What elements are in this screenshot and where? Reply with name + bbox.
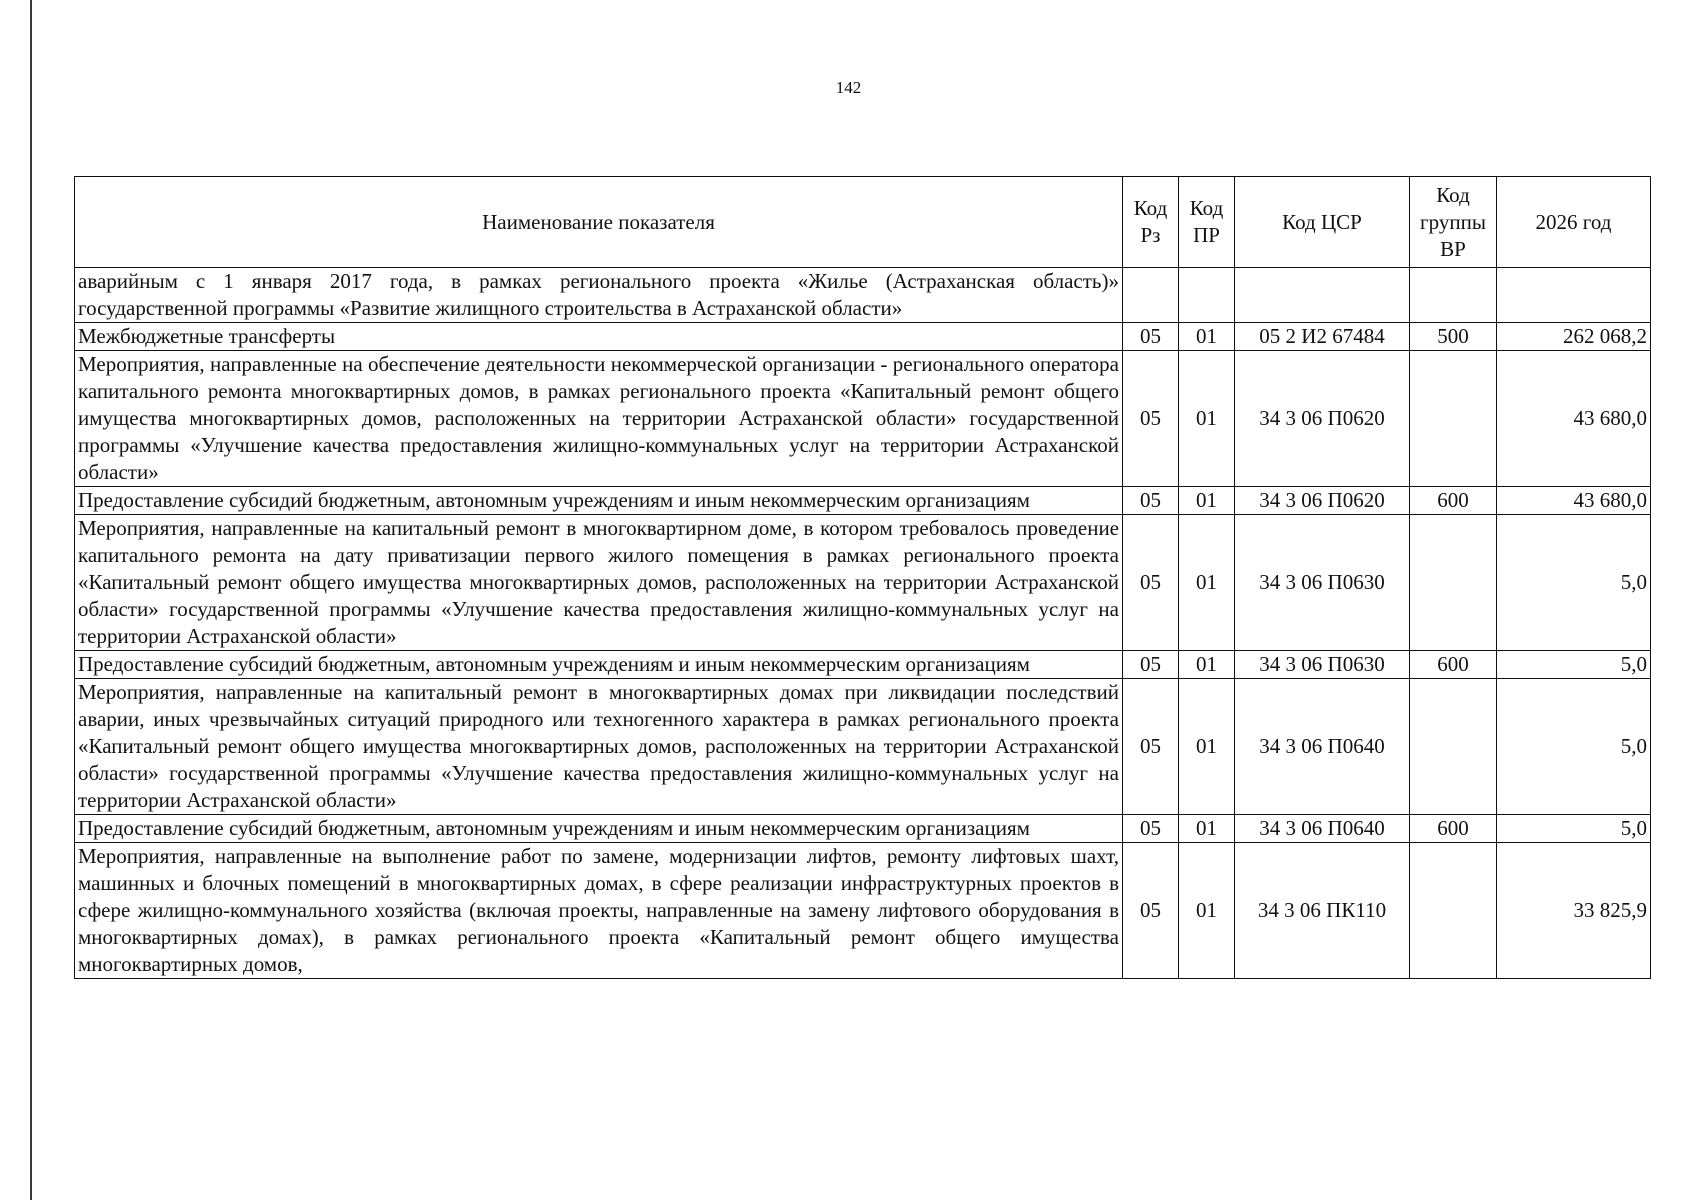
cell-code-vr — [1410, 515, 1497, 651]
cell-amount-2026: 33 825,9 — [1497, 843, 1651, 979]
table-row — [75, 323, 1651, 351]
cell-code-pr: 01 — [1179, 843, 1235, 979]
cell-amount-2026: 5,0 — [1497, 679, 1651, 815]
cell-amount-2026: 5,0 — [1497, 815, 1651, 843]
cell-amount-2026: 5,0 — [1497, 651, 1651, 679]
cell-code-csr: 34 3 06 П0620 — [1235, 487, 1410, 515]
cell-code-csr: 34 3 06 П0630 — [1235, 651, 1410, 679]
cell-indicator-name: Мероприятия, направленные на капитальный ремонт в многоквартирных домах при ликвидации последствий аварии, иных чрезвычайных ситуаций природного или техногенного характера в рамках регионального проекта «Капитальный ремонт общего имущества многоквартирных домов, расположенных на территории Астраханской области» государственной программы «Улучшение качества предоставления жилищно-коммунальных услуг на территории Астраханской области» — [75, 679, 1123, 815]
cell-code-vr — [1410, 268, 1497, 323]
cell-code-csr — [1235, 268, 1410, 323]
cell-code-csr: 34 3 06 П0630 — [1235, 515, 1410, 651]
cell-indicator-name: Предоставление субсидий бюджетным, автономным учреждениям и иным некоммерческим организациям — [75, 651, 1123, 679]
cell-code-rz: 05 — [1123, 515, 1179, 651]
cell-amount-2026: 262 068,2 — [1497, 323, 1651, 351]
header-code-pr — [1179, 177, 1235, 268]
header-code-pr-line2: ПР — [1193, 223, 1220, 247]
cell-code-pr: 01 — [1179, 815, 1235, 843]
cell-indicator-name: Предоставление субсидий бюджетным, автономным учреждениям и иным некоммерческим организациям — [75, 487, 1123, 515]
header-code-vr — [1410, 177, 1497, 268]
table-row — [75, 487, 1651, 515]
header-code-vr-line2: группы — [1420, 209, 1486, 234]
header-code-rz-line1: Код — [1133, 196, 1168, 220]
table-row — [75, 815, 1651, 843]
header-code-vr-line1: Код — [1436, 182, 1470, 207]
scan-edge-line — [30, 0, 32, 1200]
cell-code-pr — [1179, 268, 1235, 323]
cell-indicator-name: Мероприятия, направленные на обеспечение деятельности некоммерческой организации - регионального оператора капитального ремонта многоквартирных домов, в рамках регионального проекта «Капитальный ремонт общего имущества многоквартирных домов, расположенных на территории Астраханской области» государственной программы «Улучшение качества предоставления жилищно-коммунальных услуг на территории Астраханской области» — [75, 351, 1123, 487]
cell-code-rz: 05 — [1123, 323, 1179, 351]
cell-indicator-name: Предоставление субсидий бюджетным, автономным учреждениям и иным некоммерческим организациям — [75, 815, 1123, 843]
cell-indicator-name: Мероприятия, направленные на выполнение работ по замене, модернизации лифтов, ремонту лифтовых шахт, машинных и блочных помещений в многоквартирных домах, в сфере реализации инфраструктурных проектов в сфере жилищно-коммунального хозяйства (включая проекты, направленные на замену лифтового оборудования в многоквартирных домах), в рамках регионального проекта «Капитальный ремонт общего имущества многоквартирных домов, — [75, 843, 1123, 979]
cell-code-vr — [1410, 351, 1497, 487]
cell-code-csr: 34 3 06 П0640 — [1235, 679, 1410, 815]
cell-code-pr: 01 — [1179, 487, 1235, 515]
budget-table — [74, 176, 1651, 979]
cell-code-csr: 34 3 06 П0640 — [1235, 815, 1410, 843]
table-row — [75, 843, 1651, 979]
header-code-rz — [1123, 177, 1179, 268]
cell-code-vr: 600 — [1410, 815, 1497, 843]
header-code-csr: Код ЦСР — [1235, 177, 1410, 268]
cell-code-rz — [1123, 268, 1179, 323]
cell-amount-2026: 43 680,0 — [1497, 351, 1651, 487]
cell-code-csr: 34 3 06 ПК110 — [1235, 843, 1410, 979]
cell-code-rz: 05 — [1123, 487, 1179, 515]
header-indicator-name: Наименование показателя — [75, 177, 1123, 268]
table-row — [75, 351, 1651, 487]
cell-indicator-name: аварийным с 1 января 2017 года, в рамках регионального проекта «Жилье (Астраханская область)» государственной программы «Развитие жилищного строительства в Астраханской области» — [75, 268, 1123, 323]
cell-amount-2026: 5,0 — [1497, 515, 1651, 651]
page-number: 142 — [835, 78, 862, 97]
cell-amount-2026 — [1497, 268, 1651, 323]
cell-code-rz: 05 — [1123, 843, 1179, 979]
cell-amount-2026: 43 680,0 — [1497, 487, 1651, 515]
table-header — [75, 177, 1651, 268]
cell-code-rz: 05 — [1123, 679, 1179, 815]
table-row — [75, 268, 1651, 323]
cell-code-vr: 500 — [1410, 323, 1497, 351]
header-code-pr-line1: Код — [1189, 196, 1224, 220]
cell-code-csr: 34 3 06 П0620 — [1235, 351, 1410, 487]
cell-indicator-name: Мероприятия, направленные на капитальный ремонт в многоквартирном доме, в котором требовалось проведение капитального ремонта на дату приватизации первого жилого помещения в рамках регионального проекта «Капитальный ремонт общего имущества многоквартирных домов, расположенных на территории Астраханской области» государственной программы «Улучшение качества предоставления жилищно-коммунальных услуг на территории Астраханской области» — [75, 515, 1123, 651]
cell-code-csr: 05 2 И2 67484 — [1235, 323, 1410, 351]
header-year-2026: 2026 год — [1497, 177, 1651, 268]
cell-code-vr — [1410, 843, 1497, 979]
cell-code-vr: 600 — [1410, 651, 1497, 679]
cell-code-rz: 05 — [1123, 815, 1179, 843]
cell-code-rz: 05 — [1123, 351, 1179, 487]
table-row — [75, 651, 1651, 679]
cell-code-pr: 01 — [1179, 679, 1235, 815]
header-row — [75, 177, 1651, 268]
header-code-vr-line3: ВР — [1440, 236, 1466, 261]
cell-code-rz: 05 — [1123, 651, 1179, 679]
header-code-rz-line2: Рз — [1140, 223, 1161, 247]
cell-code-pr: 01 — [1179, 651, 1235, 679]
cell-code-pr: 01 — [1179, 515, 1235, 651]
cell-code-vr — [1410, 679, 1497, 815]
cell-code-pr: 01 — [1179, 351, 1235, 487]
cell-code-pr: 01 — [1179, 323, 1235, 351]
cell-indicator-name: Межбюджетные трансферты — [75, 323, 1123, 351]
table-body — [75, 268, 1651, 979]
cell-code-vr: 600 — [1410, 487, 1497, 515]
table-row — [75, 679, 1651, 815]
table-row — [75, 515, 1651, 651]
